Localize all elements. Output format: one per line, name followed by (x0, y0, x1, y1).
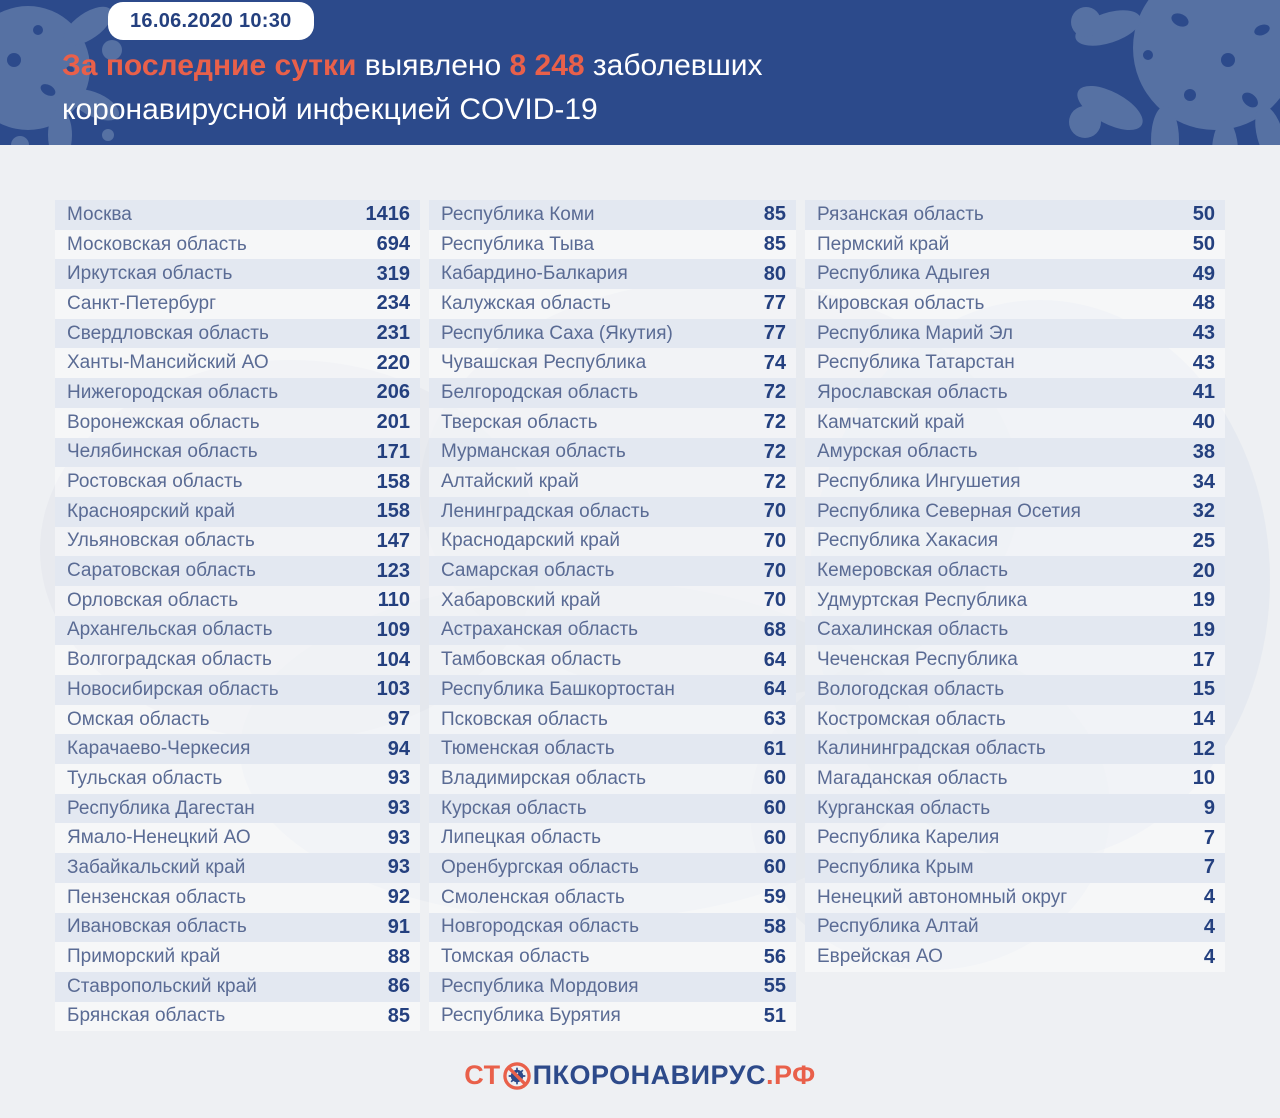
table-row (429, 913, 796, 943)
title-tail: заболевших (584, 49, 763, 82)
region-value: 4 (1203, 915, 1215, 938)
table-row (429, 794, 796, 824)
region-value: 110 (377, 589, 410, 612)
region-value: 7 (1203, 826, 1215, 849)
region-name: Костромская область (817, 708, 1006, 730)
region-name: Тульская область (67, 767, 223, 789)
region-name: Воронежская область (67, 411, 260, 433)
region-value: 49 (1192, 262, 1215, 285)
table-row (805, 645, 1225, 675)
region-name: Красноярский край (67, 500, 235, 522)
logo-suffix: .РФ (766, 1060, 816, 1090)
table-row (429, 616, 796, 646)
table-row (429, 556, 796, 586)
table-row (805, 259, 1225, 289)
region-name: Омская область (67, 708, 210, 730)
region-value: 93 (387, 826, 410, 849)
region-name: Ямало-Ненецкий АО (67, 827, 251, 849)
region-value: 85 (763, 203, 786, 226)
region-value: 85 (387, 1004, 410, 1027)
table-row (55, 586, 420, 616)
region-value: 91 (387, 915, 410, 938)
region-value: 14 (1192, 708, 1215, 731)
table-row (55, 645, 420, 675)
table-row (805, 823, 1225, 853)
region-name: Иркутская область (67, 263, 233, 285)
table-row (805, 348, 1225, 378)
region-name: Республика Бурятия (441, 1005, 621, 1027)
region-value: 58 (763, 915, 786, 938)
region-name: Камчатский край (817, 411, 965, 433)
footer (0, 1060, 1280, 1091)
region-value: 70 (763, 589, 786, 612)
region-value: 70 (763, 529, 786, 552)
table-row (429, 942, 796, 972)
region-value: 4 (1203, 945, 1215, 968)
table-row (55, 942, 420, 972)
region-value: 59 (763, 886, 786, 909)
region-value: 92 (387, 886, 410, 909)
date-badge-text: 16.06.2020 10:30 (130, 9, 292, 32)
table-row (429, 972, 796, 1002)
table-row (805, 467, 1225, 497)
table-row (55, 764, 420, 794)
title-line1 (62, 44, 763, 88)
table-row (55, 230, 420, 260)
region-name: Мурманская область (441, 441, 626, 463)
region-value: 94 (387, 737, 410, 760)
region-value: 4 (1203, 886, 1215, 909)
region-name: Ростовская область (67, 471, 243, 493)
logo-prefix: СТ (464, 1060, 501, 1090)
region-value: 17 (1192, 648, 1215, 671)
page-title (62, 44, 763, 132)
region-value: 68 (763, 618, 786, 641)
table-row (55, 319, 420, 349)
table-row (805, 764, 1225, 794)
regions-table (55, 200, 1225, 1031)
region-value: 48 (1192, 292, 1215, 315)
region-value: 70 (763, 559, 786, 582)
table-row (55, 794, 420, 824)
table-row (805, 734, 1225, 764)
table-row (805, 289, 1225, 319)
region-name: Республика Ингушетия (817, 471, 1021, 493)
table-row (55, 467, 420, 497)
table-row (55, 853, 420, 883)
table-row (429, 467, 796, 497)
region-value: 80 (763, 262, 786, 285)
region-value: 231 (376, 322, 410, 345)
table-row (429, 497, 796, 527)
region-name: Астраханская область (441, 619, 639, 641)
region-value: 10 (1192, 767, 1215, 790)
table-row (805, 378, 1225, 408)
region-value: 123 (376, 559, 410, 582)
table-row (805, 586, 1225, 616)
table-row (55, 259, 420, 289)
region-value: 104 (376, 648, 410, 671)
region-name: Республика Татарстан (817, 352, 1015, 374)
table-column-1 (55, 200, 420, 1031)
table-row (55, 823, 420, 853)
region-value: 55 (763, 975, 786, 998)
date-badge (108, 2, 314, 40)
region-value: 147 (376, 529, 410, 552)
region-name: Приморский край (67, 946, 221, 968)
region-value: 319 (376, 262, 410, 285)
region-name: Кабардино-Балкария (441, 263, 628, 285)
region-name: Республика Крым (817, 856, 974, 878)
region-value: 206 (376, 381, 410, 404)
region-name: Республика Саха (Якутия) (441, 322, 673, 344)
region-value: 60 (763, 826, 786, 849)
region-name: Карачаево-Черкесия (67, 738, 251, 760)
region-value: 12 (1192, 737, 1215, 760)
title-accent: За последние сутки (62, 49, 357, 82)
table-row (429, 1002, 796, 1032)
region-name: Москва (67, 203, 132, 225)
region-value: 93 (387, 797, 410, 820)
table-column-2 (429, 200, 796, 1031)
region-name: Томская область (441, 946, 590, 968)
region-value: 93 (387, 856, 410, 879)
table-row (805, 705, 1225, 735)
region-value: 77 (763, 292, 786, 315)
region-value: 1416 (365, 203, 410, 226)
table-row (805, 408, 1225, 438)
table-row (55, 527, 420, 557)
region-name: Свердловская область (67, 322, 269, 344)
logo-middle: ПКОРОНАВИРУС (532, 1060, 766, 1090)
region-value: 60 (763, 767, 786, 790)
region-value: 72 (763, 411, 786, 434)
table-row (55, 408, 420, 438)
region-value: 694 (376, 233, 410, 256)
table-row (805, 230, 1225, 260)
table-row (429, 734, 796, 764)
region-value: 234 (376, 292, 410, 315)
region-name: Пермский край (817, 233, 950, 255)
region-name: Сахалинская область (817, 619, 1009, 641)
region-name: Республика Северная Осетия (817, 500, 1081, 522)
region-name: Тюменская область (441, 738, 615, 760)
region-name: Ярославская область (817, 381, 1008, 403)
region-name: Ленинградская область (441, 500, 650, 522)
table-row (805, 883, 1225, 913)
table-row (805, 319, 1225, 349)
table-row (429, 675, 796, 705)
table-row (429, 378, 796, 408)
region-name: Тамбовская область (441, 649, 622, 671)
region-name: Алтайский край (441, 471, 579, 493)
table-row (429, 705, 796, 735)
table-row (429, 438, 796, 468)
region-name: Республика Мордовия (441, 975, 639, 997)
region-value: 9 (1203, 797, 1215, 820)
region-value: 158 (376, 470, 410, 493)
region-value: 88 (387, 945, 410, 968)
region-name: Ивановская область (67, 916, 247, 938)
table-row (55, 1002, 420, 1032)
region-name: Орловская область (67, 589, 239, 611)
region-value: 97 (387, 708, 410, 731)
region-value: 74 (763, 351, 786, 374)
region-value: 77 (763, 322, 786, 345)
region-value: 63 (763, 708, 786, 731)
region-name: Тверская область (441, 411, 598, 433)
region-value: 56 (763, 945, 786, 968)
title-mid: выявлено (356, 49, 510, 82)
region-name: Курская область (441, 797, 587, 819)
region-name: Чеченская Республика (817, 649, 1018, 671)
region-name: Кемеровская область (817, 560, 1008, 582)
region-value: 201 (376, 411, 410, 434)
table-row (55, 675, 420, 705)
region-name: Хабаровский край (441, 589, 601, 611)
no-virus-icon (502, 1061, 532, 1091)
region-name: Самарская область (441, 560, 615, 582)
table-row (55, 705, 420, 735)
region-name: Пензенская область (67, 886, 246, 908)
region-value: 19 (1192, 618, 1215, 641)
region-name: Республика Хакасия (817, 530, 999, 552)
table-row (55, 616, 420, 646)
region-value: 34 (1192, 470, 1215, 493)
region-value: 60 (763, 856, 786, 879)
region-value: 109 (376, 618, 410, 641)
table-row (429, 348, 796, 378)
stopcoronavirus-logo (464, 1060, 815, 1091)
region-name: Вологодская область (817, 678, 1005, 700)
region-value: 50 (1192, 203, 1215, 226)
region-name: Владимирская область (441, 767, 646, 789)
region-value: 85 (763, 233, 786, 256)
table-row (429, 319, 796, 349)
region-name: Белгородская область (441, 381, 639, 403)
region-value: 171 (376, 440, 410, 463)
region-value: 220 (376, 351, 410, 374)
table-row (429, 200, 796, 230)
region-value: 25 (1192, 529, 1215, 552)
table-row (55, 378, 420, 408)
region-value: 50 (1192, 233, 1215, 256)
table-row (805, 913, 1225, 943)
region-name: Нижегородская область (67, 381, 279, 403)
table-row (429, 230, 796, 260)
region-name: Забайкальский край (67, 856, 246, 878)
region-name: Ненецкий автономный округ (817, 886, 1068, 908)
table-row (429, 289, 796, 319)
region-name: Амурская область (817, 441, 978, 463)
region-value: 51 (763, 1004, 786, 1027)
region-name: Ханты-Мансийский АО (67, 352, 269, 374)
region-value: 40 (1192, 411, 1215, 434)
table-row (805, 556, 1225, 586)
region-name: Брянская область (67, 1005, 226, 1027)
region-name: Оренбургская область (441, 856, 639, 878)
region-name: Республика Марий Эл (817, 322, 1014, 344)
region-name: Смоленская область (441, 886, 625, 908)
region-name: Чувашская Республика (441, 352, 647, 374)
table-row (429, 764, 796, 794)
region-name: Краснодарский край (441, 530, 620, 552)
table-row (55, 556, 420, 586)
region-value: 19 (1192, 589, 1215, 612)
table-row (55, 972, 420, 1002)
region-value: 86 (387, 975, 410, 998)
table-row (429, 527, 796, 557)
region-name: Псковская область (441, 708, 608, 730)
region-value: 15 (1192, 678, 1215, 701)
table-row (429, 586, 796, 616)
region-name: Новгородская область (441, 916, 639, 938)
region-value: 72 (763, 440, 786, 463)
table-row (55, 497, 420, 527)
region-value: 158 (376, 500, 410, 523)
table-row (805, 853, 1225, 883)
region-value: 7 (1203, 856, 1215, 879)
region-value: 43 (1192, 322, 1215, 345)
table-row (805, 675, 1225, 705)
table-row (429, 883, 796, 913)
region-name: Курганская область (817, 797, 991, 819)
header (0, 0, 1280, 145)
table-row (805, 794, 1225, 824)
table-row (805, 497, 1225, 527)
region-name: Республика Дагестан (67, 797, 255, 819)
region-name: Республика Алтай (817, 916, 979, 938)
region-name: Удмуртская Республика (817, 589, 1028, 611)
region-name: Новосибирская область (67, 678, 279, 700)
region-name: Калужская область (441, 292, 611, 314)
table-row (429, 853, 796, 883)
region-name: Архангельская область (67, 619, 273, 641)
region-name: Волгоградская область (67, 649, 272, 671)
table-row (55, 200, 420, 230)
title-number: 8 248 (509, 49, 585, 82)
region-name: Московская область (67, 233, 247, 255)
region-value: 72 (763, 470, 786, 493)
table-row (429, 408, 796, 438)
region-name: Саратовская область (67, 560, 256, 582)
table-column-3 (805, 200, 1225, 1031)
region-name: Липецкая область (441, 827, 602, 849)
table-row (805, 438, 1225, 468)
region-name: Магаданская область (817, 767, 1008, 789)
region-name: Еврейская АО (817, 946, 943, 968)
region-value: 32 (1192, 500, 1215, 523)
region-name: Калининградская область (817, 738, 1046, 760)
region-name: Республика Тыва (441, 233, 595, 255)
region-value: 70 (763, 500, 786, 523)
region-name: Челябинская область (67, 441, 258, 463)
region-name: Санкт-Петербург (67, 292, 217, 314)
region-value: 93 (387, 767, 410, 790)
region-name: Ульяновская область (67, 530, 255, 552)
table-row (55, 883, 420, 913)
region-value: 38 (1192, 440, 1215, 463)
region-value: 72 (763, 381, 786, 404)
region-name: Республика Коми (441, 203, 595, 225)
region-name: Республика Карелия (817, 827, 1000, 849)
region-value: 60 (763, 797, 786, 820)
region-value: 64 (763, 648, 786, 671)
region-value: 20 (1192, 559, 1215, 582)
region-name: Кировская область (817, 292, 985, 314)
region-name: Рязанская область (817, 203, 984, 225)
region-value: 41 (1192, 381, 1215, 404)
table-row (805, 616, 1225, 646)
table-row (55, 734, 420, 764)
table-row (805, 527, 1225, 557)
region-value: 61 (763, 737, 786, 760)
region-value: 43 (1192, 351, 1215, 374)
region-value: 103 (376, 678, 410, 701)
table-row (805, 942, 1225, 972)
table-row (55, 438, 420, 468)
table-row (429, 645, 796, 675)
region-value: 64 (763, 678, 786, 701)
region-name: Республика Башкортостан (441, 678, 675, 700)
title-line2: коронавирусной инфекцией COVID-19 (62, 93, 598, 126)
region-name: Ставропольский край (67, 975, 257, 997)
table-row (805, 200, 1225, 230)
table-row (55, 289, 420, 319)
table-row (55, 913, 420, 943)
table-row (429, 259, 796, 289)
region-name: Республика Адыгея (817, 263, 990, 285)
table-row (55, 348, 420, 378)
table-row (429, 823, 796, 853)
